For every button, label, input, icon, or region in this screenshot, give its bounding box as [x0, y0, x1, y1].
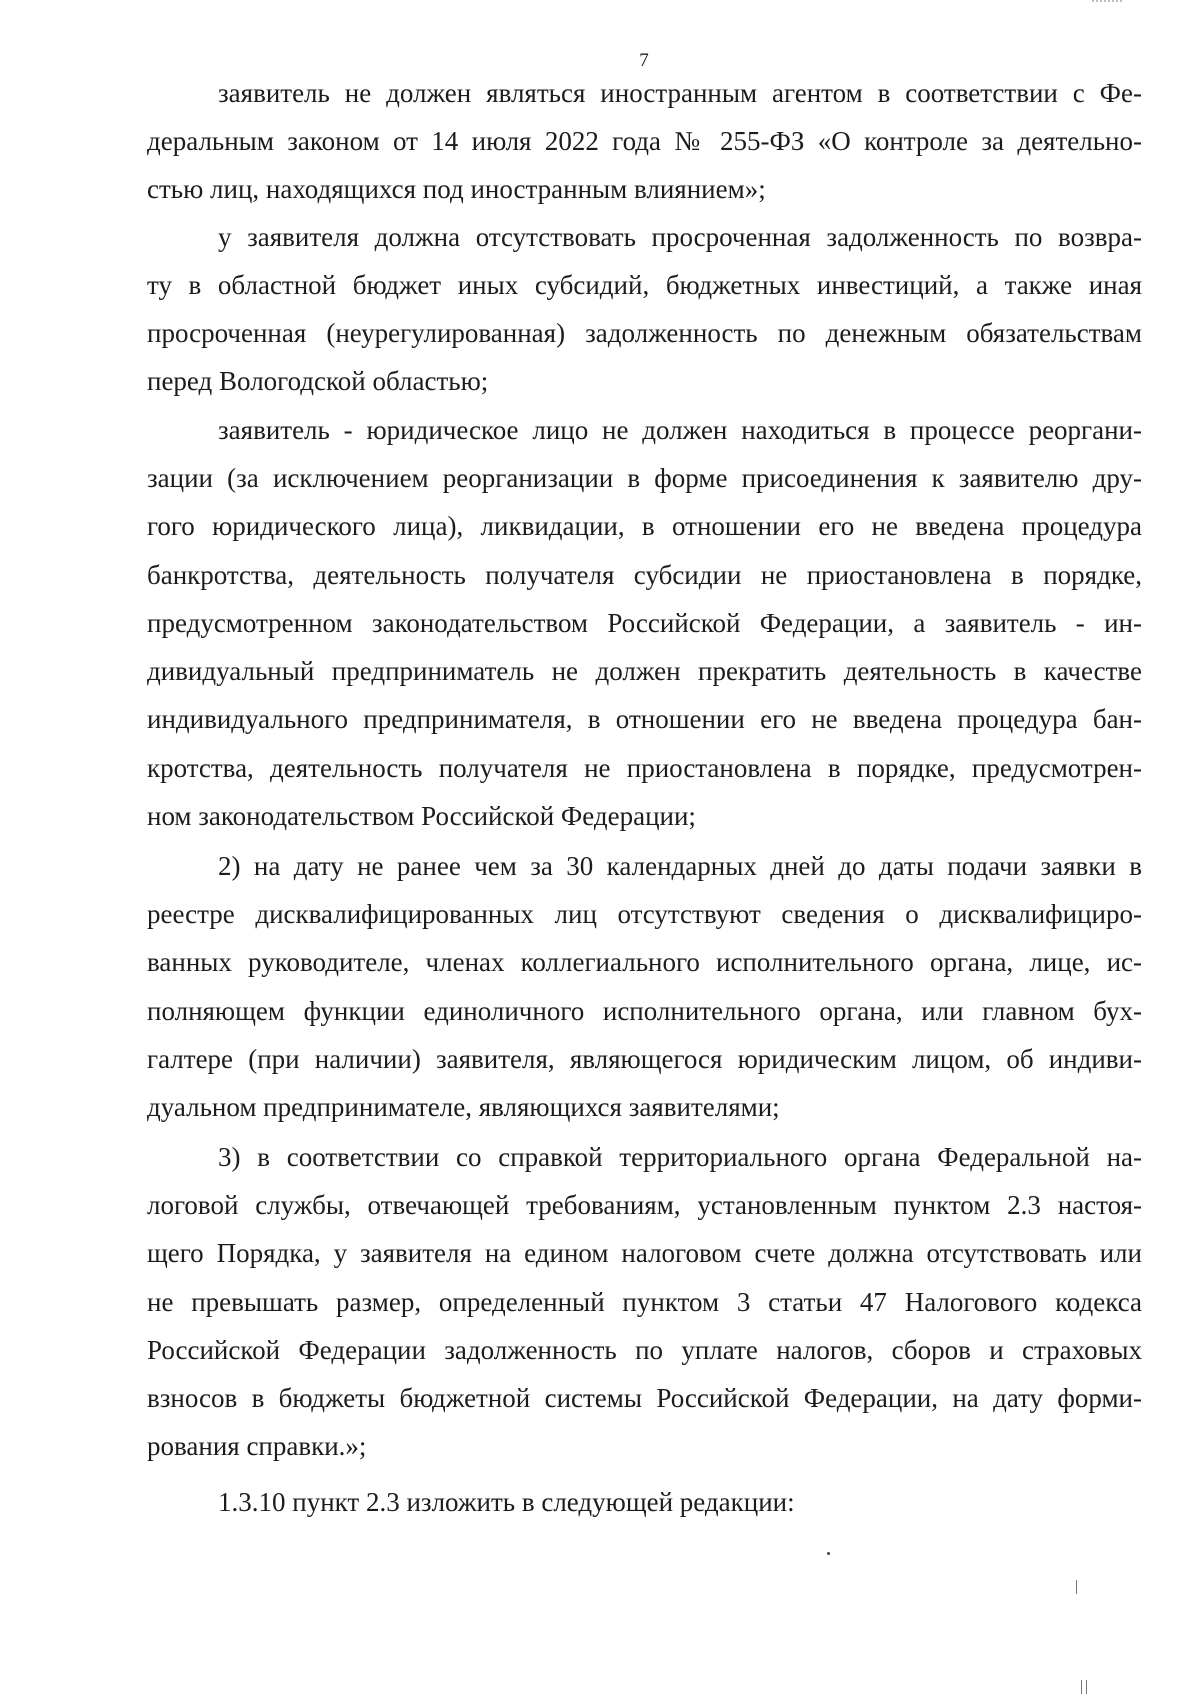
text-line: у заявителя должна отсутствовать просроченная задолженность по возвра- — [218, 222, 1142, 252]
text-line: банкротства, деятельность получателя субсидии не приостановлена в порядке, — [147, 560, 1142, 590]
text-line: предусмотренном законодательством Российской Федерации, а заявитель - ин- — [147, 608, 1142, 638]
text-line: зации (за исключением реорганизации в форме присоединения к заявителю дру- — [147, 463, 1142, 493]
scan-artifact — [1076, 1580, 1077, 1594]
scan-artifact — [1092, 0, 1122, 6]
text-line: ванных руководителе, членах коллегиального исполнительного органа, лице, ис- — [147, 947, 1142, 977]
text-line: не превышать размер, определенный пунктом 3 статьи 47 Налогового кодекса — [147, 1287, 1142, 1317]
text-line: дуальном предпринимателе, являющихся заявителями; — [147, 1092, 780, 1122]
page-number: 7 — [639, 50, 649, 71]
text-line: 3) в соответствии со справкой территориального органа Федеральной на- — [218, 1142, 1142, 1172]
scan-artifact — [827, 1552, 830, 1555]
text-line: 1.3.10 пункт 2.3 изложить в следующей редакции: — [218, 1487, 795, 1517]
text-line: ном законодательством Российской Федерации; — [147, 801, 696, 831]
text-line: индивидуального предпринимателя, в отношении его не введена процедура бан- — [147, 704, 1142, 734]
scan-artifact — [1086, 1680, 1087, 1694]
text-line: 2) на дату не ранее чем за 30 календарных дней до даты подачи заявки в — [218, 851, 1142, 881]
text-line: ту в областной бюджет иных субсидий, бюджетных инвестиций, а также иная — [147, 270, 1142, 300]
text-line: кротства, деятельность получателя не приостановлена в порядке, предусмотрен- — [147, 753, 1142, 783]
text-line: заявитель - юридическое лицо не должен находиться в процессе реоргани- — [218, 415, 1142, 445]
text-line: деральным законом от 14 июля 2022 года № 255-ФЗ «О контроле за деятельно- — [147, 126, 1142, 156]
text-line: перед Вологодской областью; — [147, 366, 489, 396]
text-line: полняющем функции единоличного исполнительного органа, или главном бух- — [147, 996, 1142, 1026]
text-line: реестре дисквалифицированных лиц отсутствуют сведения о дисквалифициро- — [147, 899, 1142, 929]
text-line: заявитель не должен являться иностранным агентом в соответствии с Фе- — [218, 78, 1142, 108]
text-line: Российской Федерации задолженность по уплате налогов, сборов и страховых — [147, 1335, 1142, 1365]
text-line: рования справки.»; — [147, 1431, 367, 1461]
scan-artifact — [1081, 1680, 1082, 1694]
text-line: щего Порядка, у заявителя на едином налоговом счете должна отсутствовать или — [147, 1238, 1142, 1268]
text-line: дивидуальный предприниматель не должен прекратить деятельность в качестве — [147, 656, 1142, 686]
text-line: галтере (при наличии) заявителя, являющегося юридическим лицом, об индиви- — [147, 1044, 1142, 1074]
text-line: взносов в бюджеты бюджетной системы Российской Федерации, на дату форми- — [147, 1383, 1142, 1413]
text-line: гого юридического лица), ликвидации, в отношении его не введена процедура — [147, 511, 1142, 541]
text-line: логовой службы, отвечающей требованиям, установленным пунктом 2.3 настоя- — [147, 1190, 1142, 1220]
text-line: просроченная (неурегулированная) задолженность по денежным обязательствам — [147, 318, 1142, 348]
text-line: стью лиц, находящихся под иностранным влиянием»; — [147, 174, 766, 204]
